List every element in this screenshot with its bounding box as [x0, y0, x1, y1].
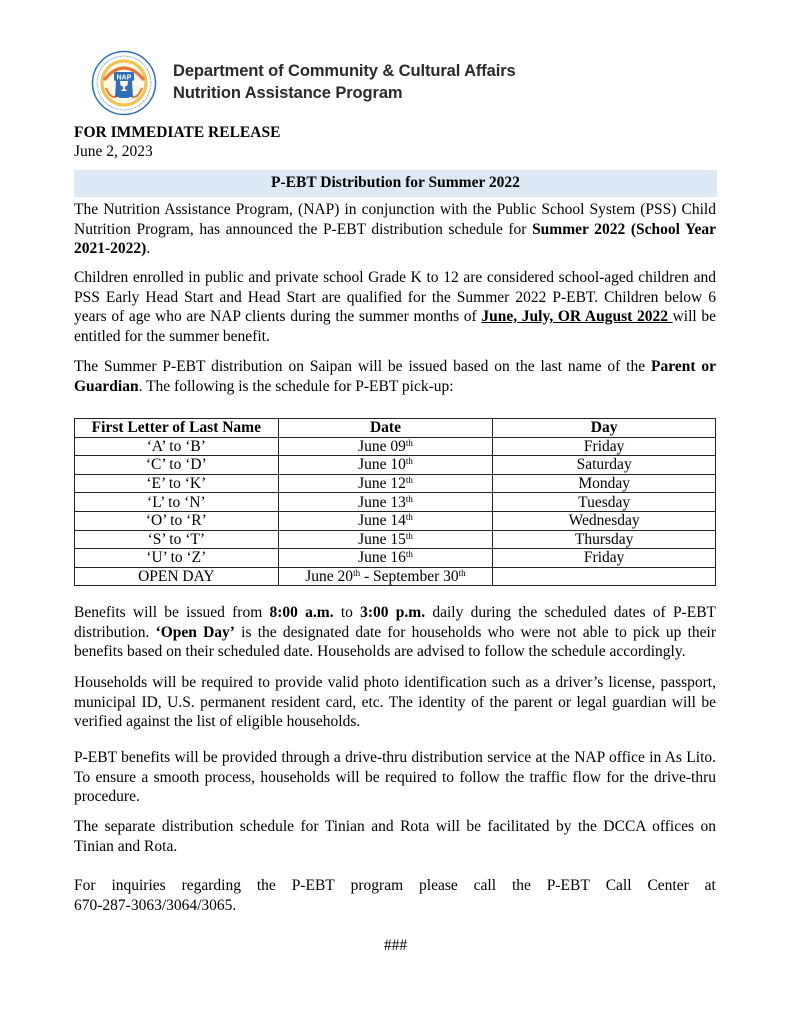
- cell-day: Thursday: [493, 530, 716, 549]
- cell-letters: ‘A’ to ‘B’: [75, 437, 279, 456]
- text: The Summer P-EBT distribution on Saipan will be issued based on the last name of the: [74, 358, 651, 375]
- release-block: [74, 123, 280, 161]
- word: please: [419, 877, 458, 894]
- ordinal-suffix: th: [405, 493, 413, 504]
- word: the: [511, 877, 531, 894]
- text: is the designated date for households who were not able to pick up their benefits based on their scheduled date. Households are advised to follow the schedule accordingly.: [74, 623, 717, 660]
- table-row: [75, 530, 716, 549]
- cell-day: Wednesday: [493, 511, 716, 530]
- word: call: [473, 877, 497, 894]
- bold-text: ‘Open Day’: [155, 623, 235, 641]
- cell-date-range: [278, 567, 493, 586]
- cell-letters: ‘C’ to ‘D’: [75, 456, 279, 475]
- cell-date: [278, 437, 493, 456]
- word: at: [704, 877, 716, 894]
- cell-day: [493, 567, 716, 586]
- ordinal-suffix: th: [405, 512, 413, 523]
- cell-letters: ‘E’ to ‘K’: [75, 474, 279, 493]
- text: The Nutrition Assistance Program, (NAP) in conjunction with the Public School System (PSS) Child Nutrition Program, has announced the P-EBT distribution schedule for: [74, 201, 716, 238]
- paragraph-drive-thru: P-EBT benefits will be provided through a drive-thru distribution service at the NAP office in As Lito. To ensure a smooth process, households will be required to follow the traffic flow for the drive-thru procedure.: [74, 749, 716, 805]
- word: P-EBT: [291, 877, 335, 894]
- inquiries-line: [74, 876, 716, 896]
- table-header-row: [75, 419, 716, 438]
- ordinal-suffix: th: [405, 456, 413, 467]
- bold-text: Parent or Guardian: [74, 358, 717, 395]
- document-title: P-EBT Distribution for Summer 2022: [74, 170, 717, 197]
- text: Benefits will be issued from: [74, 604, 270, 621]
- org-line-program: Nutrition Assistance Program: [173, 84, 403, 102]
- text: daily during the scheduled dates of P-EBT distribution.: [74, 604, 716, 641]
- cell-letters: ‘L’ to ‘N’: [75, 493, 279, 512]
- text: .: [146, 240, 151, 257]
- paragraph-inquiries: [74, 876, 716, 915]
- text: . The following is the schedule for P-EBT pick-up:: [138, 377, 454, 395]
- release-date: June 2, 2023: [74, 143, 153, 160]
- word: P-EBT: [546, 877, 590, 894]
- bold-text: 8:00 a.m.: [269, 604, 334, 621]
- org-line-department: Department of Community & Cultural Affairs: [173, 62, 516, 80]
- cell-letters: OPEN DAY: [75, 567, 279, 586]
- ordinal-suffix: th: [353, 568, 361, 579]
- cell-date: [278, 511, 493, 530]
- date-text: June 09: [358, 437, 406, 455]
- date-text: June 13: [358, 493, 406, 511]
- text: will be entitled for the summer benefit.: [74, 308, 717, 345]
- paragraph-tinian-rota: The separate distribution schedule for Tinian and Rota will be facilitated by the DCCA offices on Tinian and Rota.: [74, 818, 716, 855]
- cell-letters: ‘O’ to ‘R’: [75, 511, 279, 530]
- header-date: Date: [278, 419, 493, 438]
- date-text: June 10: [358, 456, 406, 474]
- word: program: [350, 877, 404, 894]
- ordinal-suffix: th: [405, 475, 413, 486]
- cell-date: [278, 493, 493, 512]
- release-label: FOR IMMEDIATE RELEASE: [74, 124, 281, 141]
- cell-letters: ‘U’ to ‘Z’: [75, 549, 279, 568]
- paragraph-hours: [74, 603, 716, 662]
- paragraph-eligibility: [74, 268, 716, 346]
- header-first-letter: First Letter of Last Name: [75, 419, 279, 438]
- table-row: [75, 456, 716, 475]
- paragraph-schedule-intro: [74, 357, 716, 396]
- cell-day: Friday: [493, 549, 716, 568]
- word: inquiries: [111, 877, 166, 894]
- word: For: [74, 877, 96, 894]
- organization-header: [173, 60, 516, 104]
- cell-day: Tuesday: [493, 493, 716, 512]
- cell-date: [278, 474, 493, 493]
- date-text: - September 30: [360, 568, 459, 586]
- cell-date: [278, 456, 493, 475]
- logo-text: NAP: [116, 74, 132, 82]
- end-mark: ###: [383, 937, 408, 954]
- table-row: [75, 493, 716, 512]
- date-text: June 15: [358, 530, 406, 548]
- date-text: June 12: [358, 475, 406, 493]
- table-row: [75, 474, 716, 493]
- phone-numbers: 670-287-3063/3064/3065.: [74, 896, 237, 914]
- word: Call: [605, 877, 632, 894]
- bold-text: 3:00 p.m.: [360, 604, 426, 621]
- header-day: Day: [493, 419, 716, 438]
- cell-date: [278, 549, 493, 568]
- table-row: [75, 549, 716, 568]
- word: Center: [647, 877, 689, 894]
- paragraph-identification: Households will be required to provide valid photo identification such as a driver’s license, passport, municipal ID, U.S. permanent resident card, etc. The identity of the parent or legal guardian will be verified against the list of eligible households.: [74, 674, 716, 730]
- text: to: [333, 604, 361, 621]
- table-row: [75, 437, 716, 456]
- word: regarding: [181, 877, 241, 894]
- text: Children enrolled in public and private school Grade K to 12 are considered school-aged children and PSS Early Head Start and Head Start are qualified for the Summer 2022 P-EBT. Children below 6 years of age who are NAP clients during the summer months of: [74, 269, 716, 325]
- schedule-table: [74, 418, 716, 586]
- date-text: June 14: [358, 512, 406, 530]
- bold-text: Summer 2022 (School Year 2021-2022): [74, 220, 716, 257]
- cell-day: Friday: [493, 437, 716, 456]
- ordinal-suffix: th: [405, 437, 413, 448]
- nap-seal-logo-icon: [91, 50, 157, 116]
- cell-day: Saturday: [493, 456, 716, 475]
- cell-day: Monday: [493, 474, 716, 493]
- underlined-months: June, July, OR August 2022: [481, 308, 673, 325]
- table-row: [75, 511, 716, 530]
- date-text: June 16: [358, 549, 406, 567]
- cell-date: [278, 530, 493, 549]
- table-row-open-day: [75, 567, 716, 586]
- ordinal-suffix: th: [405, 530, 413, 541]
- date-text: June 20: [305, 568, 354, 586]
- word: the: [256, 877, 276, 894]
- cell-letters: ‘S’ to ‘T’: [75, 530, 279, 549]
- ordinal-suffix: th: [458, 568, 466, 579]
- paragraph-intro: [74, 200, 716, 259]
- ordinal-suffix: th: [405, 549, 413, 560]
